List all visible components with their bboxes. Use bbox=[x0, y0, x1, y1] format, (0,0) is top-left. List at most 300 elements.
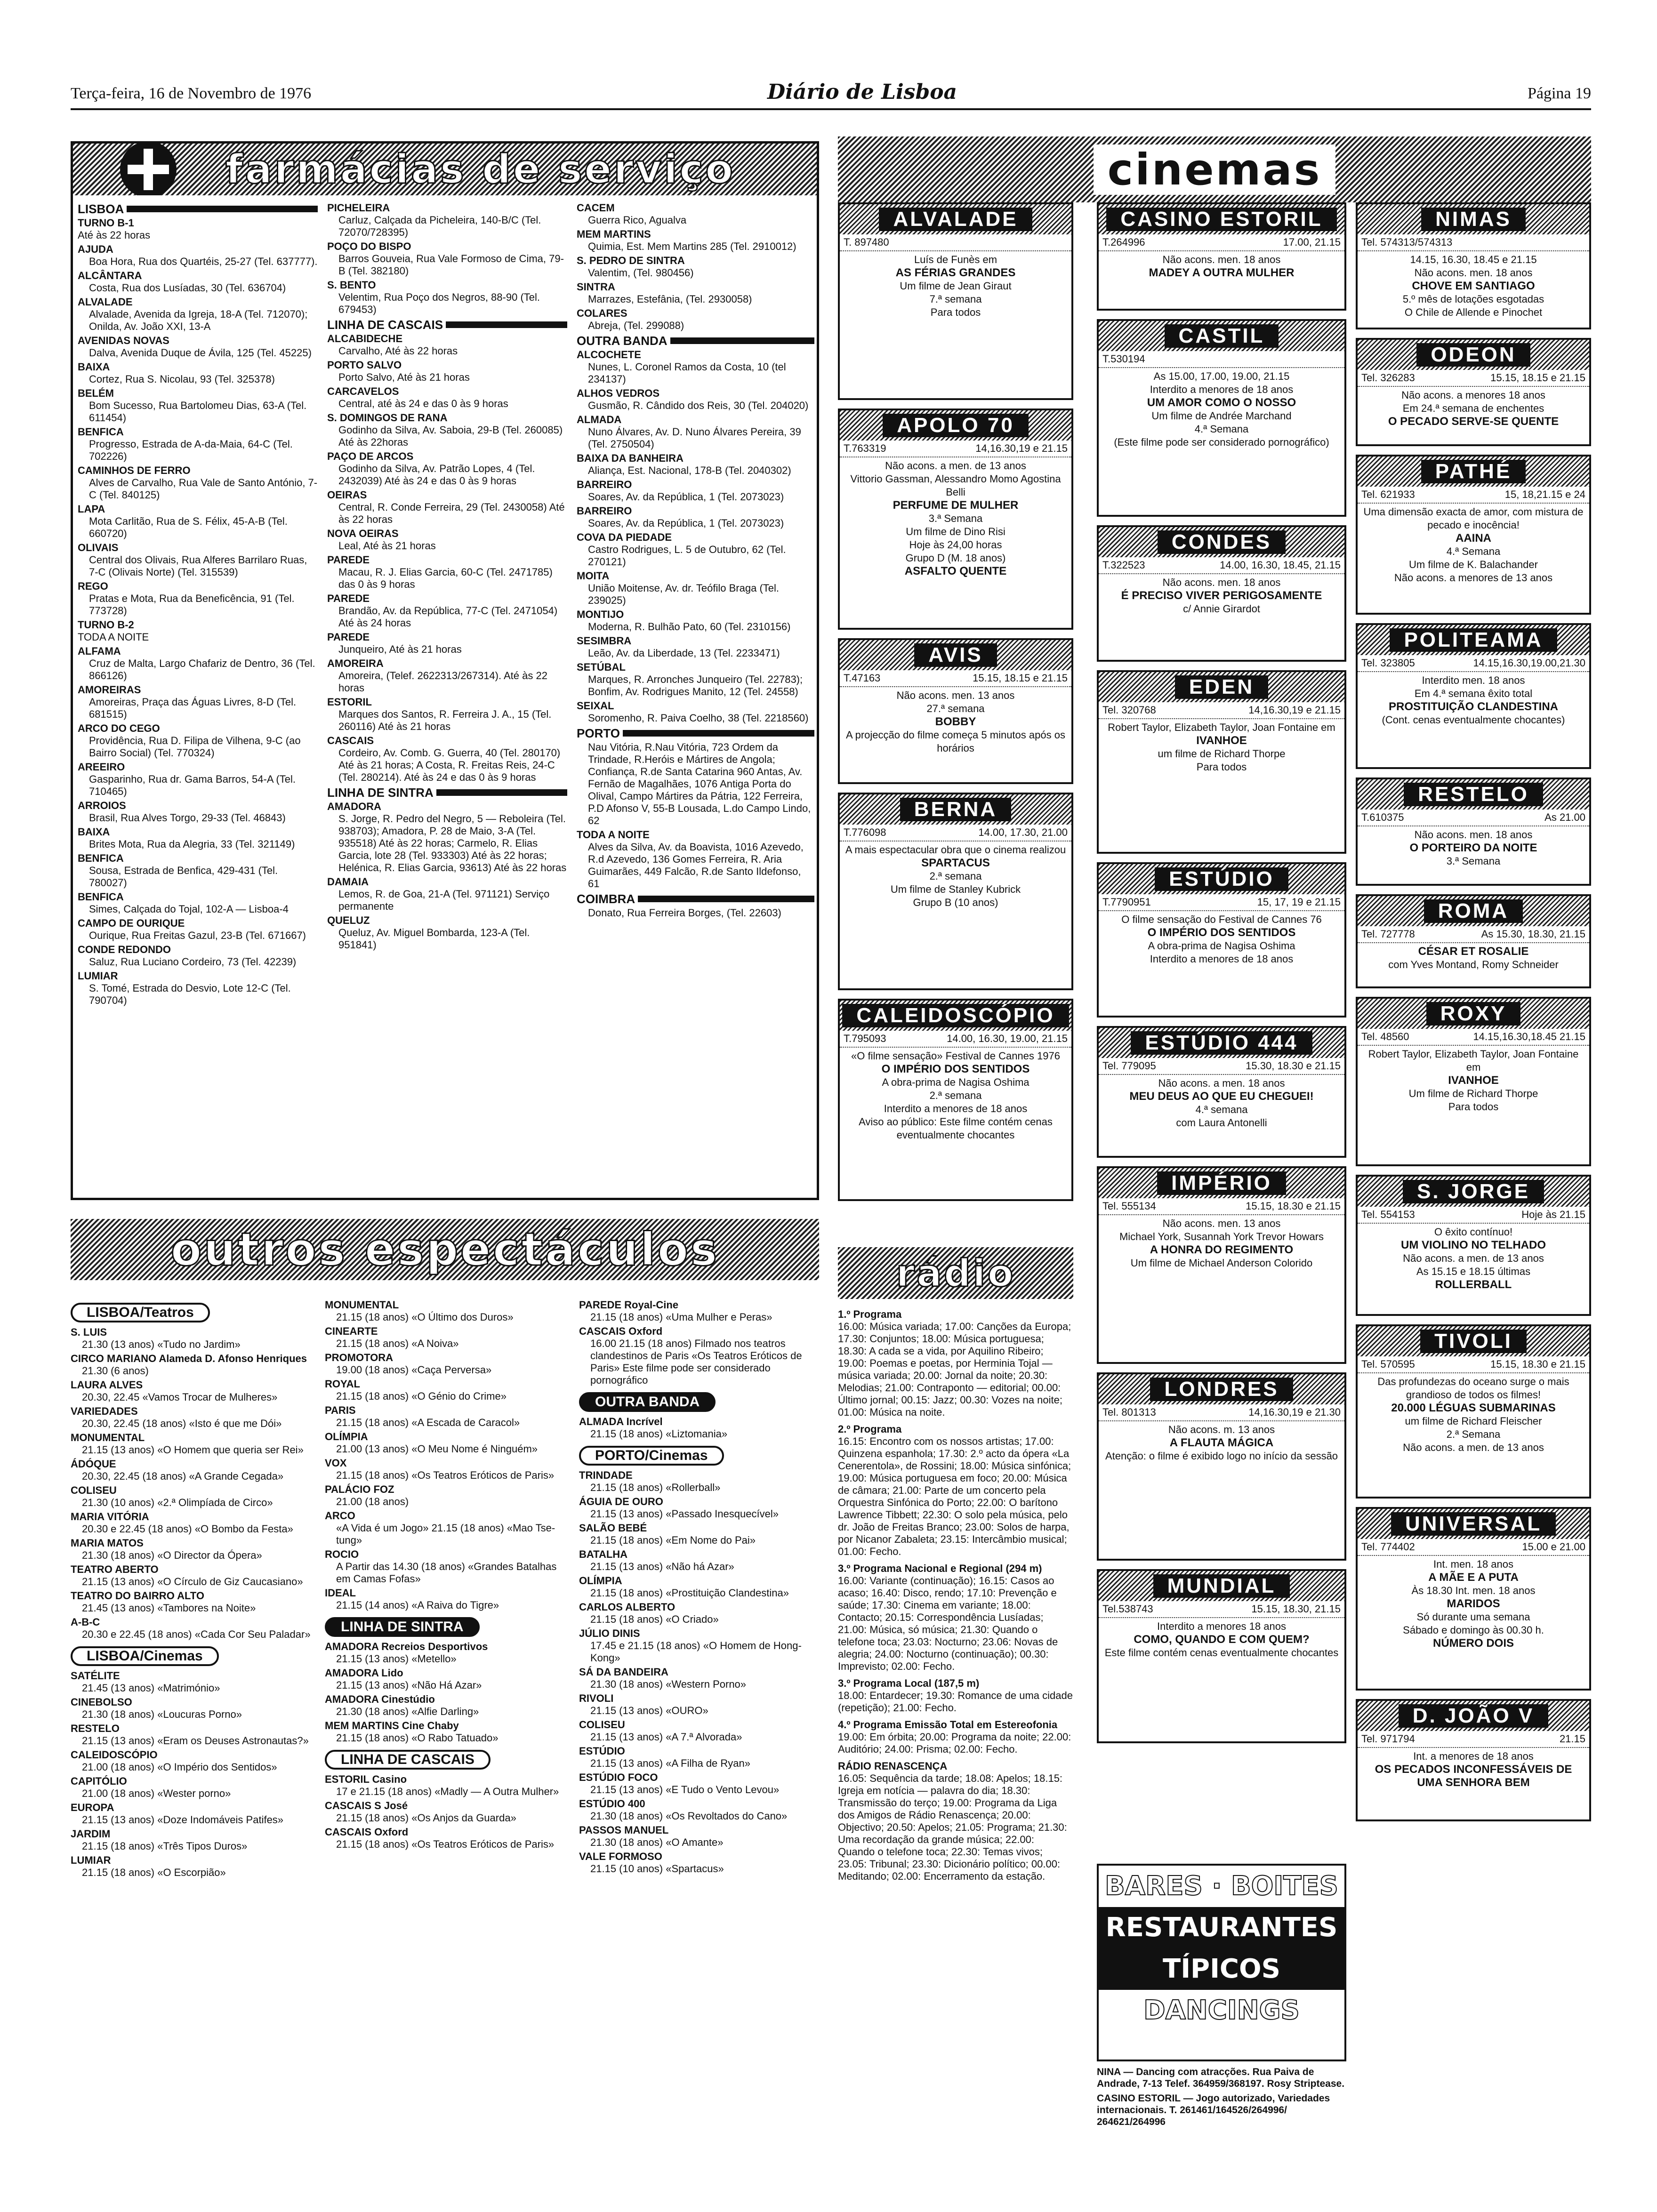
show-listing bbox=[71, 1563, 311, 1588]
pharmacy-region-heading bbox=[577, 893, 814, 905]
radio-programme-heading: 3.º Programa Nacional e Regional (294 m) bbox=[838, 1563, 1042, 1574]
pharmacy-locality: ARROIOS bbox=[78, 800, 126, 811]
show-details: 21.30 (18 anos) «Alfie Darling» bbox=[336, 1706, 479, 1717]
pharmacy-entry: Macau, R. J. Elias Garcia, 60-C (Tel. 2471785) das 0 às 9 horas bbox=[338, 566, 553, 590]
pharmacy-entry: Castro Rodrigues, L. 5 de Outubro, 62 (Tel. 270121) bbox=[588, 544, 786, 568]
venue-name: TEATRO ABERTO bbox=[71, 1563, 159, 1575]
show-details: 21.00 (18 anos) bbox=[336, 1496, 409, 1507]
show-listing bbox=[71, 1432, 311, 1456]
show-listing bbox=[325, 1483, 565, 1508]
programme-line: As 15.15 e 18.15 últimas bbox=[1416, 1266, 1531, 1277]
show-details: 20.30, 22.45 (18 anos) «Isto é que me Dói» bbox=[82, 1418, 282, 1429]
pharmacy-locality: OEIRAS bbox=[327, 489, 367, 501]
programme-line: com Laura Antonelli bbox=[1176, 1117, 1267, 1129]
pharmacies-title: farmácias de serviço bbox=[225, 146, 735, 193]
show-listing bbox=[71, 1353, 311, 1377]
programme-line: NÚMERO DOIS bbox=[1432, 1637, 1514, 1650]
pharmacy-entry: Providência, Rua D. Filipa de Vilhena, 9-C (ao Bairro Social) (Tel. 770324) bbox=[89, 735, 301, 759]
show-listing bbox=[71, 1670, 311, 1694]
cinema-name-banner bbox=[840, 204, 1071, 234]
show-listing bbox=[71, 1405, 311, 1430]
programme-line: Interdito a menores de 18 anos bbox=[1150, 953, 1294, 965]
radio-banner bbox=[838, 1247, 1073, 1299]
pharmacy-locality: BENFICA bbox=[78, 891, 124, 903]
show-details: 21.15 (13 anos) «Não Há Azar» bbox=[336, 1679, 482, 1691]
programme-line: «O filme sensação» Festival de Cannes 1976 bbox=[851, 1050, 1060, 1062]
show-listing bbox=[579, 1666, 819, 1691]
show-section-heading bbox=[579, 1442, 819, 1469]
programme-line: Robert Taylor, Elizabeth Taylor, Joan Fontaine em bbox=[1108, 721, 1335, 733]
cinema-times: 15.15, 18.15 e 21.15 bbox=[1490, 372, 1585, 384]
pharmacy-locality: ESTORIL bbox=[327, 696, 372, 708]
programme-line: Não acons. m. 13 anos bbox=[1168, 1424, 1275, 1435]
pharmacy-entry: Soares, Av. da República, 1 (Tel. 2073023) bbox=[588, 491, 784, 503]
pharmacy-entry: Ourique, Rua Freitas Gazul, 23-B (Tel. 671667) bbox=[89, 930, 306, 941]
cinema-name: ROMA bbox=[1424, 899, 1523, 923]
programme-line: O IMPÉRIO DOS SENTIDOS bbox=[1147, 926, 1296, 939]
pharmacy-locality: CAMPO DE OURIQUE bbox=[78, 917, 185, 929]
issue-date: Terça-feira, 16 de Novembro de 1976 bbox=[71, 85, 312, 102]
programme-line: Não acons. a men. de 13 anos bbox=[1403, 1252, 1544, 1264]
programme-line: Int. men. 18 anos bbox=[1433, 1558, 1513, 1570]
programme-line: Grupo B (10 anos) bbox=[913, 897, 998, 908]
programme-line: CHOVE EM SANTIAGO bbox=[1412, 280, 1535, 292]
pharmacy-entry: Simes, Calçada do Tojal, 102-A — Lisboa-4 bbox=[89, 903, 289, 915]
cinema-name-banner bbox=[1358, 1177, 1589, 1207]
show-listing bbox=[325, 1431, 565, 1455]
cinema-s-jorge bbox=[1356, 1175, 1591, 1316]
programme-line: ASFALTO QUENTE bbox=[904, 565, 1007, 577]
venue-name: OLÍMPIA bbox=[325, 1431, 368, 1443]
cinema-times: 15, 18,21.15 e 24 bbox=[1504, 489, 1585, 500]
cinema-programme bbox=[1099, 911, 1344, 968]
section-pill: LISBOA/Cinemas bbox=[71, 1646, 219, 1666]
venue-name: ESTÚDIO FOCO bbox=[579, 1771, 658, 1783]
show-listing bbox=[71, 1379, 311, 1403]
pharmacies-banner bbox=[73, 144, 817, 195]
show-details: 21.15 (13 anos) «A 7.ª Alvorada» bbox=[590, 1731, 742, 1743]
cinema-universal bbox=[1356, 1507, 1591, 1691]
cinema-programme bbox=[840, 842, 1071, 911]
pharmacy-entry: Progresso, Estrada de A-da-Maia, 64-C (Tel. 702226) bbox=[89, 438, 293, 462]
programme-line: IVANHOE bbox=[1448, 1074, 1499, 1087]
pharmacy-entry: Moderna, R. Bulhão Pato, 60 (Tel. 2310156) bbox=[588, 621, 791, 633]
cinema-info bbox=[1358, 1731, 1589, 1748]
cinema-name-banner bbox=[1358, 1509, 1589, 1539]
cinema-phone: T.610375 bbox=[1361, 811, 1404, 823]
programme-line: (Cont. cenas eventualmente chocantes) bbox=[1382, 714, 1565, 726]
programme-line: Interdito a menores de 18 anos bbox=[1150, 384, 1294, 395]
programme-line: Robert Taylor, Elizabeth Taylor, Joan Fontaine em bbox=[1368, 1048, 1579, 1073]
cinema-phone: T.47163 bbox=[844, 672, 881, 684]
programme-line: Um filme de Richard Thorpe bbox=[1408, 1088, 1538, 1099]
pharmacies-column-3 bbox=[577, 200, 814, 1195]
show-details: 21.30 (18 anos) «Western Porno» bbox=[590, 1678, 747, 1690]
show-details: 21.45 (13 anos) «Matrimónio» bbox=[82, 1682, 220, 1694]
pharmacy-region-heading bbox=[327, 319, 567, 331]
cinema-programme bbox=[1358, 1373, 1589, 1456]
show-listing bbox=[325, 1299, 565, 1323]
pharmacy-locality: AREEIRO bbox=[78, 761, 125, 773]
radio-programme-schedule: 18.00: Entardecer; 19.30: Romance de uma cidade (repetição); 21.00: Fecho. bbox=[838, 1690, 1073, 1714]
cinema-tivoli bbox=[1356, 1324, 1591, 1499]
cinema-roma bbox=[1356, 894, 1591, 988]
cinema-phone: Tel. 570595 bbox=[1361, 1358, 1415, 1370]
programme-line: Interdito men. 18 anos bbox=[1422, 674, 1525, 686]
venue-name: MARIA VITÓRIA bbox=[71, 1511, 149, 1523]
pharmacy-locality: AVENIDAS NOVAS bbox=[78, 335, 169, 346]
cinema-times: 15.15, 18.30 e 21.15 bbox=[1246, 1200, 1341, 1212]
programme-line: UM AMOR COMO O NOSSO bbox=[1147, 396, 1296, 409]
cinema-name: ESTÚDIO 444 bbox=[1131, 1031, 1312, 1055]
show-details: 21.30 (6 anos) bbox=[82, 1365, 149, 1377]
venue-name: ESTORIL Casino bbox=[325, 1773, 407, 1785]
programme-line: Não acons. men. 18 anos bbox=[1162, 254, 1281, 265]
cinema-phone: Tel. 774402 bbox=[1361, 1541, 1415, 1553]
programme-line: Hoje às 24,00 horas bbox=[909, 539, 1002, 551]
show-listing bbox=[579, 1851, 819, 1875]
show-section-heading bbox=[71, 1643, 311, 1670]
programme-line: Não acons. a men. de 13 anos bbox=[885, 460, 1026, 472]
show-details: 19.00 (18 anos) «Caça Perversa» bbox=[336, 1364, 492, 1376]
pharmacy-locality: BAIXA bbox=[78, 826, 110, 838]
show-listing bbox=[71, 1696, 311, 1721]
venue-name: EUROPA bbox=[71, 1802, 114, 1813]
show-details: 21.15 (13 anos) «OURO» bbox=[590, 1705, 708, 1716]
pharmacy-locality: BAIXA DA BANHEIRA bbox=[577, 452, 684, 464]
venue-name: VOX bbox=[325, 1457, 347, 1469]
pharmacy-locality: DAMAIA bbox=[327, 876, 369, 888]
show-listing bbox=[579, 1601, 819, 1626]
pharmacy-entry: Nuno Álvares, Av. D. Nuno Álvares Pereira, 39 (Tel. 2750504) bbox=[588, 426, 801, 450]
programme-line: 27.ª semana bbox=[926, 703, 985, 714]
programme-line: 4.ª semana bbox=[1195, 1104, 1248, 1115]
cinema-programme bbox=[1358, 387, 1589, 430]
cinema-phone: T.763319 bbox=[844, 442, 886, 454]
show-listing bbox=[71, 1749, 311, 1773]
cinema-programme bbox=[1099, 1075, 1344, 1131]
show-details: 21.15 (13 anos) «Não há Azar» bbox=[590, 1561, 734, 1572]
show-details: 21.15 (18 anos) «O Génio do Crime» bbox=[336, 1390, 507, 1402]
cinema-programme bbox=[1358, 672, 1589, 729]
show-details: 21.15 (13 anos) «Metello» bbox=[336, 1653, 457, 1665]
pharmacy-region-heading bbox=[327, 786, 567, 799]
pharmacy-locality: S. BENTO bbox=[327, 279, 376, 291]
programme-line: 20.000 LÉGUAS SUBMARINAS bbox=[1391, 1402, 1556, 1414]
venue-name: SÁ DA BANDEIRA bbox=[579, 1666, 668, 1678]
cinema-name: IMPÉRIO bbox=[1157, 1171, 1286, 1195]
cinema-programme bbox=[1358, 826, 1589, 870]
show-listing bbox=[325, 1693, 565, 1718]
cinema-programme bbox=[1358, 1046, 1589, 1115]
bares-line-3: TÍPICOS bbox=[1099, 1948, 1344, 1990]
cinema-info bbox=[1099, 702, 1344, 719]
region-label: LISBOA bbox=[78, 202, 124, 216]
programme-line: um filme de Richard Thorpe bbox=[1158, 748, 1286, 760]
programme-line: Um filme de Jean Giraut bbox=[900, 280, 1012, 292]
pharmacy-entry: Alves da Silva, Av. da Boavista, 1016 Azevedo, R.d Azevedo, 136 Gomes Ferreira, R. Aria Guimarães, 449 Falcão, R.de Santo Ildefonso, 61 bbox=[588, 841, 804, 890]
cinema-programme bbox=[840, 457, 1071, 580]
programme-line: Um filme de Andrée Marchand bbox=[1151, 410, 1292, 422]
cinema-phone: T.322523 bbox=[1102, 559, 1145, 571]
programme-line: 3.ª Semana bbox=[1446, 855, 1501, 867]
cinema-name-banner bbox=[1358, 999, 1589, 1029]
programme-line: Grupo D (M. 18 anos) bbox=[905, 552, 1006, 564]
bares-line-4: DANCINGS bbox=[1143, 1995, 1300, 2026]
cinema-londres bbox=[1097, 1372, 1346, 1561]
cinema-apolo-70 bbox=[838, 409, 1073, 630]
show-details: 21.15 (13 anos) «Passado Inesquecível» bbox=[590, 1508, 779, 1520]
show-details: 17 e 21.15 (18 anos) «Madly — A Outra Mulher» bbox=[336, 1786, 559, 1797]
pharmacy-locality: TODA A NOITE bbox=[577, 829, 650, 841]
show-details: 21.15 (13 anos) «E Tudo o Vento Levou» bbox=[590, 1784, 780, 1795]
pharmacy-entry: Cordeiro, Av. Comb. G. Guerra, 40 (Tel. 280170) Até às 21 horas; A Costa, R. Freitas Reis, 24-C (Tel. 280214). Até às 24 e das 0 às 9 horas bbox=[338, 747, 561, 783]
cinema-times: 15.15, 18.15 e 21.15 bbox=[973, 672, 1068, 684]
cinema-roxy bbox=[1356, 997, 1591, 1166]
show-details: 21.15 (13 anos) «Doze Indomáveis Patifes» bbox=[82, 1814, 284, 1826]
region-label: LINHA DE SINTRA bbox=[327, 785, 434, 800]
pharmacy-region-heading bbox=[577, 335, 814, 347]
programme-line: Só durante uma semana bbox=[1416, 1611, 1530, 1623]
cinema-restelo bbox=[1356, 777, 1591, 886]
pharmacy-entry: Cortez, Rua S. Nicolau, 93 (Tel. 325378) bbox=[89, 373, 275, 385]
cinema-name: ROXY bbox=[1426, 1002, 1521, 1026]
radio-programme-schedule: 19.00: Em órbita; 20.00: Programa da noite; 22.00: Auditório; 24.00: Prisma; 02.00: Fecho. bbox=[838, 1731, 1071, 1755]
pharmacy-locality: CONDE REDONDO bbox=[78, 944, 171, 955]
programme-line: A FLAUTA MÁGICA bbox=[1169, 1436, 1274, 1449]
cinema-name-banner bbox=[1358, 1326, 1589, 1356]
cinema-phone: T.530194 bbox=[1102, 353, 1145, 365]
programme-line: Não acons. men. 18 anos bbox=[1414, 267, 1533, 279]
show-listing bbox=[325, 1378, 565, 1403]
programme-line: Este filme contém cenas eventualmente chocantes bbox=[1104, 1647, 1339, 1659]
show-details: 21.15 (18 anos) «Liztomania» bbox=[590, 1428, 728, 1440]
venue-name: SALÃO BEBÉ bbox=[579, 1522, 647, 1534]
cinema-programme bbox=[1358, 943, 1589, 973]
show-listing bbox=[71, 1854, 311, 1879]
cinema-times: 14.00, 17.30, 21.00 bbox=[978, 826, 1068, 838]
cinema-name-banner bbox=[1099, 1168, 1344, 1198]
programme-line: Não acons. a men. de 13 anos bbox=[1403, 1442, 1544, 1453]
pharmacy-locality: CAMINHOS DE FERRO bbox=[78, 465, 191, 476]
pharmacy-entry: S. Tomé, Estrada do Desvio, Lote 12-C (Tel. 790704) bbox=[89, 982, 291, 1006]
show-details: 20.30 e 22.45 (18 anos) «O Bombo da Festa» bbox=[82, 1523, 293, 1535]
pharmacy-locality: ALCÂNTARA bbox=[78, 270, 142, 281]
cinema-phone: T.776098 bbox=[844, 826, 886, 838]
cinema-name-banner bbox=[1358, 779, 1589, 809]
cinema-programme bbox=[1099, 251, 1344, 281]
show-section-heading bbox=[71, 1299, 311, 1326]
cinema-name: UNIVERSAL bbox=[1391, 1512, 1556, 1536]
show-listing bbox=[579, 1416, 819, 1440]
cinema-name-banner bbox=[1099, 1028, 1344, 1058]
cinema-name: ALVALADE bbox=[879, 208, 1032, 231]
radio-programme-schedule: 16.15: Encontro com os nossos artistas; 17.00: Quinzena espanhola; 17.30: 2.º acto da ópera «La Cenerentola», de Rossini; 18.00: Música sinfónica; 19.00: Música portuguesa em foco; 20.00: Música de câmara; 21.00: Parte de um concerto pela Orquestra Sinfónica do Porto; 22.00: O barítono Lawrence Tibbett; 22.30: O solo pela música, pelo dr. João de Freitas Branco; 23.00: Solos de harpa, por Nicanor Zabaleta; 23.15: Intercâmbio musical; 01.00: Fecho. bbox=[838, 1435, 1071, 1557]
cinema-info bbox=[840, 234, 1071, 251]
cinema-name: BERNA bbox=[900, 798, 1011, 821]
radio-programme-heading: RÁDIO RENASCENÇA bbox=[838, 1760, 948, 1772]
pharmacy-locality: OLIVAIS bbox=[78, 542, 119, 553]
programme-line: OS PECADOS INCONFESSÁVEIS DE UMA SENHORA BEM bbox=[1375, 1763, 1572, 1789]
region-label: OUTRA BANDA bbox=[577, 334, 668, 348]
venue-name: CINEARTE bbox=[325, 1325, 378, 1337]
cinema-info bbox=[1358, 809, 1589, 826]
cinema-mundial bbox=[1097, 1569, 1346, 1743]
show-listing bbox=[579, 1299, 819, 1323]
programme-line: Para todos bbox=[930, 306, 981, 318]
pharmacy-entry: S. Jorge, R. Pedro del Negro, 5 — Reboleira (Tel. 938703); Amadora, P. 28 de Maio, 3-A (Tel. 935518) Até às 22 horas; Carmelo, R. Elias Garcia, lote 28 (Tel. 933303) Até às 22 horas; Helénica, R. Elias Garcia, 93613) Até às 22 horas bbox=[338, 813, 567, 874]
venue-name: A-B-C bbox=[71, 1616, 100, 1628]
show-listing bbox=[71, 1775, 311, 1800]
cinema-info bbox=[1358, 1029, 1589, 1046]
programme-line: AS FÉRIAS GRANDES bbox=[895, 266, 1016, 279]
cinema-phone: Tel. 621933 bbox=[1361, 489, 1415, 500]
show-listing bbox=[579, 1496, 819, 1520]
show-details: 21.00 (13 anos) «O Meu Nome é Ninguém» bbox=[336, 1443, 538, 1455]
programme-line: AAINA bbox=[1456, 532, 1491, 545]
pharmacies-column-2 bbox=[327, 200, 567, 1195]
pharmacy-entry: Marques dos Santos, R. Ferreira J. A., 15 (Tel. 260116) Até às 21 horas bbox=[338, 708, 552, 732]
cinema-info bbox=[1099, 557, 1344, 574]
show-listing bbox=[71, 1511, 311, 1535]
pharmacy-entry: Marrazes, Estefânia, (Tel. 2930058) bbox=[588, 293, 752, 305]
shows-title: outros espectáculos bbox=[170, 1223, 719, 1276]
cinema-times: 15.15, 18.30, 21.15 bbox=[1251, 1603, 1341, 1615]
pharmacies-section bbox=[71, 141, 819, 1200]
pharmacy-locality: BELÉM bbox=[78, 387, 114, 399]
cinema-times: 21.15 bbox=[1559, 1733, 1585, 1745]
show-details: 17.45 e 21.15 (18 anos) «O Homem de Hong-Kong» bbox=[590, 1640, 802, 1664]
show-listing bbox=[579, 1575, 819, 1599]
venue-name: CIRCO MARIANO Alameda D. Afonso Henriques bbox=[71, 1353, 307, 1364]
programme-line: Não acons. men. 13 anos bbox=[896, 689, 1015, 701]
show-details: 21.15 (18 anos) «O Escorpião» bbox=[82, 1867, 226, 1878]
programme-line: Atenção: o filme é exibido logo no início da sessão bbox=[1105, 1450, 1338, 1462]
programme-line: Um filme de Stanley Kubrick bbox=[890, 883, 1021, 895]
pharmacy-entry: Central dos Olivais, Rua Alferes Barrilaro Ruas, 7-C (Olivais Norte) (Tel. 315539) bbox=[89, 554, 307, 578]
programme-line: BOBBY bbox=[935, 715, 976, 728]
show-details: 21.15 (10 anos) «Spartacus» bbox=[590, 1863, 724, 1875]
programme-line: com Yves Montand, Romy Schneider bbox=[1388, 959, 1559, 970]
cinema-times: 14,16.30,19 e 21.15 bbox=[1248, 704, 1341, 716]
programme-line: PROSTITUIÇÃO CLANDESTINA bbox=[1389, 700, 1558, 713]
pharmacy-entry: Cruz de Malta, Largo Chafariz de Dentro, 36 (Tel. 866126) bbox=[89, 657, 315, 681]
pharmacy-entry: Queluz, Av. Miguel Bombarda, 123-A (Tel. 951841) bbox=[338, 927, 530, 951]
show-details: 21.15 (18 anos) «Três Tipos Duros» bbox=[82, 1840, 248, 1852]
pharmacy-entry: Nunes, L. Coronel Ramos da Costa, 10 (tel 234137) bbox=[588, 361, 786, 385]
cinema-info bbox=[840, 1031, 1071, 1048]
programme-line: um filme de Richard Fleischer bbox=[1405, 1415, 1542, 1427]
pharmacy-locality: QUELUZ bbox=[327, 914, 370, 926]
programme-line: Não acons. men. 13 anos bbox=[1162, 1218, 1281, 1229]
programme-line: MADEY A OUTRA MULHER bbox=[1149, 266, 1295, 279]
show-details: 21.15 (18 anos) «O Criado» bbox=[590, 1613, 719, 1625]
pharmacy-entry: Velentim, Rua Poço dos Negros, 88-90 (Tel. 679453) bbox=[338, 291, 540, 315]
programme-line: A MÃE E A PUTA bbox=[1428, 1571, 1519, 1584]
programme-line: Às 18.30 Int. men. 18 anos bbox=[1411, 1585, 1536, 1596]
programme-line: A projecção do filme começa 5 minutos após os horários bbox=[846, 729, 1065, 754]
programme-line: PERFUME DE MULHER bbox=[893, 499, 1019, 512]
pharmacy-entry: Brasil, Rua Alves Torgo, 29-33 (Tel. 46843) bbox=[89, 812, 286, 824]
cinema-programme bbox=[1358, 1224, 1589, 1293]
pharmacy-entry: Guerra Rico, Agualva bbox=[588, 214, 687, 226]
cinema-programme bbox=[1099, 574, 1344, 617]
pharmacy-locality: REGO bbox=[78, 580, 108, 592]
venue-name: AMADORA Cinestúdio bbox=[325, 1693, 435, 1705]
show-listing bbox=[325, 1325, 565, 1350]
region-bar bbox=[436, 789, 567, 796]
cinema-info bbox=[1358, 926, 1589, 943]
show-details: 21.00 (18 anos) «O Império dos Sentidos» bbox=[82, 1761, 277, 1773]
pharmacy-entry: Marques, R. Arronches Junqueiro (Tel. 22783); Bonfim, Av. Rodrigues Manito, 12 (Tel. 24558) bbox=[588, 673, 803, 697]
cinema-phone: Tel. 574313/574313 bbox=[1361, 236, 1453, 248]
pharmacy-entry: Pratas e Mota, Rua da Beneficência, 91 (Tel. 773728) bbox=[89, 593, 295, 617]
cinema-info bbox=[1358, 370, 1589, 387]
pharmacy-locality: S. DOMINGOS DE RANA bbox=[327, 412, 448, 424]
bares-boites-box bbox=[1097, 1864, 1346, 2061]
show-details: «A Vida é um Jogo» 21.15 (18 anos) «Mao Tse-tung» bbox=[336, 1522, 555, 1546]
venue-name: COLISEU bbox=[579, 1719, 625, 1731]
show-details: 21.15 (13 anos) «Eram os Deuses Astronautas?» bbox=[82, 1735, 309, 1747]
cinema-times: 14.15,16.30,19.00,21.30 bbox=[1473, 657, 1585, 669]
cinema-phone: Tel. 555134 bbox=[1102, 1200, 1156, 1212]
show-listing bbox=[71, 1723, 311, 1747]
cinema-info bbox=[1358, 655, 1589, 672]
page-number: Página 19 bbox=[1527, 85, 1591, 102]
show-listing bbox=[579, 1469, 819, 1494]
venue-name: ESTÚDIO 400 bbox=[579, 1798, 645, 1810]
cinema-phone: T.264996 bbox=[1102, 236, 1145, 248]
pharmacy-entry: Alves de Carvalho, Rua Vale de Santo António, 7-C (Tel. 840125) bbox=[89, 477, 318, 501]
radio-title: rádio bbox=[896, 1251, 1015, 1295]
cinema-info bbox=[1099, 234, 1344, 251]
programme-line: 4.ª Semana bbox=[1446, 545, 1501, 557]
cinema-times: 17.00, 21.15 bbox=[1283, 236, 1341, 248]
pharmacy-entry: Barros Gouveia, Rua Vale Formoso de Cima, 79-B (Tel. 382180) bbox=[338, 253, 564, 277]
pharmacy-entry: Costa, Rua dos Lusíadas, 30 (Tel. 636704) bbox=[89, 282, 286, 294]
programme-line: Interdito a menores de 18 anos bbox=[884, 1103, 1028, 1114]
programme-line: 7.ª semana bbox=[929, 293, 982, 305]
venue-name: VALE FORMOSO bbox=[579, 1851, 662, 1862]
cinema-info bbox=[1358, 1207, 1589, 1224]
pharmacy-locality: SEIXAL bbox=[577, 700, 614, 712]
pharmacy-locality: POÇO DO BISPO bbox=[327, 240, 411, 252]
pharmacy-entry: Godinho da Silva, Av. Patrão Lopes, 4 (Tel. 2432039) Até às 24 e das 0 às 9 horas bbox=[338, 463, 535, 487]
show-details: 21.15 (14 anos) «A Raiva do Tigre» bbox=[336, 1599, 499, 1611]
pharmacy-locality: PAREDE bbox=[327, 593, 370, 604]
cinema-name: ESTÚDIO bbox=[1155, 867, 1288, 891]
venue-name: PALÁCIO FOZ bbox=[325, 1483, 394, 1495]
pharmacy-entry: Nau Vitória, R.Nau Vitória, 723 Ordem da Trindade, R.Heróis e Mártires de Angola; Confiança, R.de Santa Catarina 960 Antas, Av. Fernão de Magalhães, 1076 Antiga Porta do Olival, Campo Mártires da Pátria, 122 Ferreira, P.D Afonso V, 55-B Lousada, L.do Campo Lindo, 62 bbox=[588, 741, 811, 826]
region-label: LINHA DE CASCAIS bbox=[327, 318, 443, 332]
cinema-times: 14,16.30,19 e 21.30 bbox=[1248, 1406, 1341, 1418]
programme-line: ROLLERBALL bbox=[1435, 1278, 1512, 1291]
venue-name: CASCAIS Oxford bbox=[325, 1826, 409, 1838]
venue-name: ÁGUIA DE OURO bbox=[579, 1496, 663, 1507]
cinema-phone: Tel.538743 bbox=[1102, 1603, 1153, 1615]
show-details: 21.15 (18 anos) «O Rabo Tatuado» bbox=[336, 1732, 499, 1744]
region-bar bbox=[127, 206, 318, 212]
venue-name: PASSOS MANUEL bbox=[579, 1824, 669, 1836]
pharmacy-locality: MOITA bbox=[577, 570, 610, 582]
programme-line: Michael York, Susannah York Trevor Howars bbox=[1119, 1231, 1324, 1242]
region-label: COIMBRA bbox=[577, 892, 635, 906]
pharmacy-entry: Carvalho, Até às 22 horas bbox=[338, 345, 458, 357]
pharmacy-locality: COLARES bbox=[577, 307, 627, 319]
shows-column-1 bbox=[71, 1299, 311, 2193]
cinema-info bbox=[1099, 1058, 1344, 1075]
cinema-name: MUNDIAL bbox=[1153, 1574, 1290, 1598]
